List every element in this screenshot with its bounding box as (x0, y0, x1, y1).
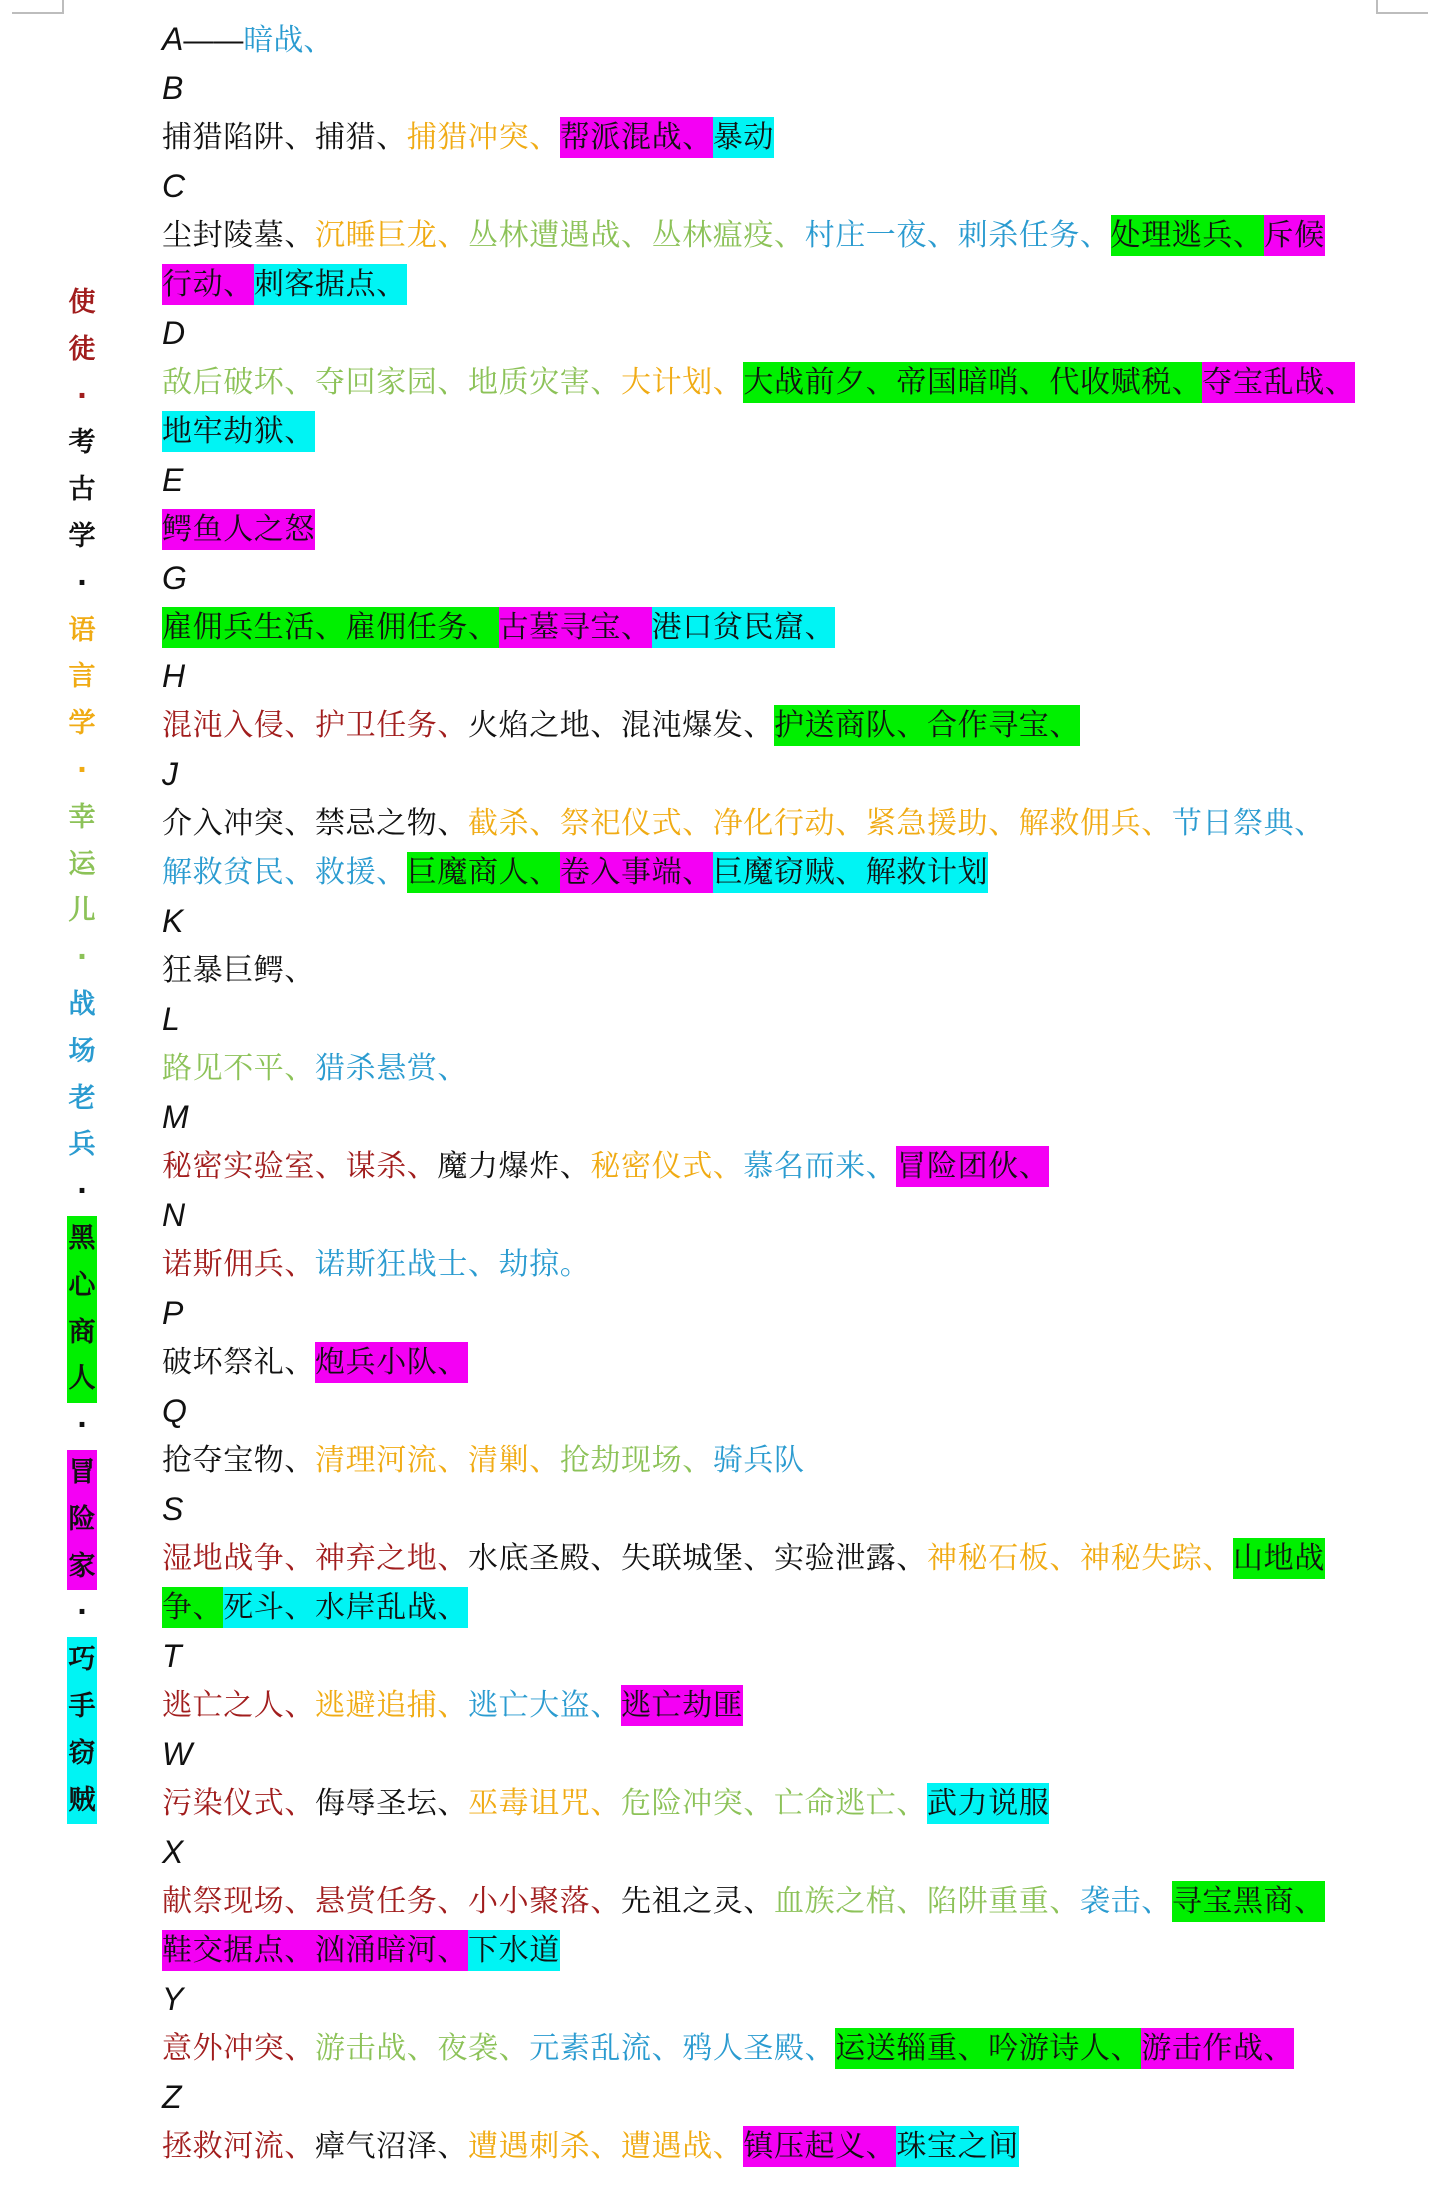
quest-entry: 元素乱流、 (529, 2031, 683, 2066)
quest-entry: 尘封陵墓、 (162, 218, 315, 253)
section-letter-text: Z (162, 2079, 182, 2115)
quest-entry: 诺斯佣兵、 (162, 1247, 315, 1282)
legend-char: 险 (67, 1497, 97, 1544)
legend-char: 战 (68, 988, 96, 1020)
quest-entry: 港口贫民窟、 (652, 607, 836, 648)
section-letter (162, 162, 1387, 211)
legend-char: 古 (68, 474, 96, 506)
quest-entry: 帮派混战、 (560, 117, 713, 158)
section-l (162, 995, 1387, 1093)
quest-entry: 处理逃兵、 (1111, 215, 1264, 256)
section-letter-text: L (162, 1001, 180, 1037)
quest-entry: 遭遇刺杀、 (468, 2129, 621, 2164)
entry-line (162, 1142, 1387, 1191)
quest-entry: 敌后破坏、 (162, 365, 315, 400)
quest-entry: 秘密仪式、 (590, 1149, 744, 1184)
quest-entry: 争、 (162, 1587, 223, 1628)
page-corner-mark-left (12, 0, 64, 14)
quest-entry: 祭祀仪式、 (559, 806, 713, 841)
quest-entry: 丛林瘟疫、 (651, 218, 805, 253)
section-letter (162, 15, 1387, 64)
quest-entry: 污染仪式、 (162, 1786, 315, 1821)
legend-separator: · (76, 1597, 88, 1629)
entry-line (162, 407, 1387, 456)
entry-line (162, 946, 1387, 995)
quest-entry: 谋杀、 (345, 1149, 438, 1184)
quest-entry: 截杀、 (468, 806, 560, 841)
section-m (162, 1093, 1387, 1191)
legend-char: 语 (68, 614, 96, 646)
section-letter (162, 897, 1387, 946)
entry-line (162, 1877, 1387, 1926)
quest-entry: 瘴气沼泽、 (315, 2129, 468, 2164)
entry-line (162, 1583, 1387, 1632)
quest-entry: 神秘石板、 (927, 1541, 1080, 1576)
entry-line (162, 1926, 1387, 1975)
quest-entry: 魔力爆炸、 (437, 1149, 591, 1184)
quest-entry: 运送辎重、 (835, 2028, 988, 2069)
entry-line (162, 603, 1387, 652)
section-letter (162, 1191, 1387, 1240)
section-letter-text: W (162, 1736, 193, 1772)
quest-entry: 汹涌暗河、 (315, 1930, 468, 1971)
legend-char: 兵 (68, 1129, 96, 1161)
quest-entry: 紧急援助、 (865, 806, 1019, 841)
section-letter (162, 995, 1387, 1044)
section-letter (162, 1485, 1387, 1534)
quest-entry: 逃亡之人、 (162, 1688, 315, 1723)
quest-entry: 抢夺宝物、 (162, 1443, 315, 1478)
section-a (162, 15, 1387, 64)
quest-entry: 拯救河流、 (162, 2129, 315, 2164)
quest-entry: 火焰之地、 (468, 708, 621, 743)
quest-entry: 悬赏任务、 (315, 1884, 468, 1919)
section-letter (162, 652, 1387, 701)
section-letter-text: A (162, 21, 184, 57)
section-letter-text: J (162, 756, 178, 792)
quest-entry: 炮兵小队、 (315, 1342, 468, 1383)
entry-line (162, 1240, 1387, 1289)
entry-line (162, 260, 1387, 309)
section-h (162, 652, 1387, 750)
legend-char: 黑 (67, 1216, 97, 1263)
section-letter-text: X (162, 1834, 184, 1870)
quest-entry: 合作寻宝、 (927, 705, 1080, 746)
section-j (162, 750, 1387, 897)
legend-char: 家 (67, 1544, 97, 1591)
quest-entry: 解救计划 (866, 852, 988, 893)
quest-entry: 骑兵队 (712, 1443, 805, 1478)
quest-entry: 巨魔窃贼、 (713, 852, 866, 893)
quest-entry: 路见不平、 (162, 1051, 315, 1086)
entry-line (162, 1338, 1387, 1387)
section-letter (162, 1632, 1387, 1681)
entry-line (162, 358, 1387, 407)
quest-entry: 湿地战争、 (162, 1541, 315, 1576)
quest-entry: 混沌爆发、 (621, 708, 774, 743)
section-w (162, 1730, 1387, 1828)
quest-entry: 斥候 (1264, 215, 1325, 256)
section-k (162, 897, 1387, 995)
quest-entry: 行动、 (162, 264, 254, 305)
entry-line (162, 1534, 1387, 1583)
quest-entry: 献祭现场、 (162, 1884, 315, 1919)
legend-char: 巧 (67, 1637, 97, 1684)
section-q (162, 1387, 1387, 1485)
section-b (162, 64, 1387, 162)
quest-entry: 夺回家园、 (315, 365, 468, 400)
quest-entry: 解救贫民、 (162, 855, 315, 890)
section-letter-text: H (162, 658, 186, 694)
quest-entry: 清剿、 (468, 1443, 560, 1478)
quest-entry: 劫掠。 (498, 1247, 591, 1282)
section-x (162, 1828, 1387, 1975)
legend-char: 贼 (67, 1778, 97, 1825)
quest-entry: 鞋交据点、 (162, 1930, 315, 1971)
entry-line (162, 848, 1387, 897)
quest-entry: 意外冲突、 (162, 2031, 315, 2066)
quest-entry: 吟游诗人、 (988, 2028, 1141, 2069)
legend-char: 学 (68, 520, 96, 552)
section-z (162, 2073, 1387, 2171)
quest-entry: 雇佣任务、 (346, 607, 499, 648)
section-letter (162, 2073, 1387, 2122)
entry-line (162, 2024, 1387, 2073)
quest-entry: 山地战 (1233, 1538, 1325, 1579)
quest-entry: 秘密实验室、 (162, 1149, 346, 1184)
quest-entry: 死斗、 (223, 1587, 315, 1628)
legend-separator: · (76, 1410, 88, 1442)
quest-entry: 护送商队、 (774, 705, 927, 746)
quest-entry: 猎杀悬赏、 (315, 1051, 468, 1086)
quest-entry: 帝国暗哨、 (896, 362, 1049, 403)
legend-separator: · (76, 754, 88, 786)
quest-entry: 寻宝黑商、 (1172, 1881, 1325, 1922)
quest-entry: 逃避追捕、 (315, 1688, 468, 1723)
entry-line (162, 1436, 1387, 1485)
section-letter (162, 1828, 1387, 1877)
quest-entry: 地牢劫狱、 (162, 411, 315, 452)
quest-entry: 诺斯狂战士、 (315, 1247, 499, 1282)
legend-char: 运 (68, 848, 96, 880)
quest-entry: 镇压起义、 (743, 2126, 896, 2167)
quest-entry: 冒险团伙、 (896, 1146, 1049, 1187)
quest-entry: 解救佣兵、 (1018, 806, 1172, 841)
quest-entry: 沉睡巨龙、 (315, 218, 468, 253)
quest-entry: 下水道 (468, 1930, 560, 1971)
legend-char: 考 (68, 427, 96, 459)
quest-entry: 混沌入侵、 (162, 708, 315, 743)
section-c (162, 162, 1387, 309)
section-g (162, 554, 1387, 652)
quest-entry: 袭击、 (1080, 1884, 1172, 1919)
section-letter-text: P (162, 1295, 184, 1331)
section-letter-text: M (162, 1099, 189, 1135)
quest-entry: 介入冲突、 (162, 806, 315, 841)
section-d (162, 309, 1387, 456)
quest-entry: 遭遇战、 (621, 2129, 744, 2164)
section-letter (162, 456, 1387, 505)
quest-entry: 净化行动、 (712, 806, 866, 841)
section-t (162, 1632, 1387, 1730)
quest-entry: 逃亡劫匪 (621, 1685, 743, 1726)
section-p (162, 1289, 1387, 1387)
section-letter (162, 554, 1387, 603)
section-letter (162, 750, 1387, 799)
section-letter-text: C (162, 168, 186, 204)
section-letter-text: S (162, 1491, 184, 1527)
quest-entry: 武力说服 (927, 1783, 1049, 1824)
quest-entry: 血族之棺、 (774, 1884, 927, 1919)
quest-entry: 丛林遭遇战、 (468, 218, 652, 253)
quest-entry: 捕猎、 (315, 120, 407, 155)
quest-entry: 刺客据点、 (254, 264, 407, 305)
legend-char: 儿 (68, 895, 96, 927)
legend-char: 学 (68, 708, 96, 740)
legend-separator: · (76, 380, 88, 412)
entry-line (162, 2122, 1387, 2171)
quest-entry: 危险冲突、 (621, 1786, 774, 1821)
quest-entry: 卷入事端、 (560, 852, 713, 893)
legend-separator: · (76, 942, 88, 974)
quest-entry: 亡命逃亡、 (774, 1786, 927, 1821)
legend-char: 幸 (68, 801, 96, 833)
legend-separator: · (76, 1176, 88, 1208)
quest-entry: 夜袭、 (437, 2031, 530, 2066)
legend-char: 心 (67, 1263, 97, 1310)
quest-entry: 神秘失踪、 (1080, 1541, 1233, 1576)
quest-entry: 失联城堡、 (621, 1541, 774, 1576)
entry-line (162, 701, 1387, 750)
quest-entry: 实验泄露、 (774, 1541, 927, 1576)
quest-entry: 节日祭典、 (1171, 806, 1325, 841)
legend-char: 窃 (67, 1731, 97, 1778)
legend-char: 商 (67, 1310, 97, 1357)
entry-line (162, 1681, 1387, 1730)
section-letter (162, 64, 1387, 113)
quest-entry: 刺杀任务、 (957, 218, 1111, 253)
page-corner-mark-right (1376, 0, 1428, 14)
quest-entry: 狂暴巨鳄、 (162, 953, 315, 988)
quest-entry: 代收赋税、 (1049, 362, 1202, 403)
section-s (162, 1485, 1387, 1632)
quest-entry: 古墓寻宝、 (499, 607, 652, 648)
entry-line (162, 1044, 1387, 1093)
quest-entry: 巨魔商人、 (407, 852, 560, 893)
quest-entry: 巫毒诅咒、 (468, 1786, 621, 1821)
quest-entry: 夺宝乱战、 (1202, 362, 1355, 403)
entry-line (162, 799, 1387, 848)
section-letter-text: B (162, 70, 184, 106)
quest-entry: 禁忌之物、 (315, 806, 468, 841)
section-e (162, 456, 1387, 554)
legend-char: 冒 (67, 1450, 97, 1497)
quest-entry: 小小聚落、 (468, 1884, 621, 1919)
quest-entry: 地质灾害、 (468, 365, 621, 400)
legend-char: 使 (68, 287, 96, 318)
entry-line (162, 211, 1387, 260)
quest-entry: 暴动 (713, 117, 774, 158)
quest-entry: 侮辱圣坛、 (315, 1786, 468, 1821)
section-letter-text: Y (162, 1981, 184, 2017)
quest-entry: 珠宝之间 (896, 2126, 1018, 2167)
legend-char: 场 (68, 1035, 96, 1067)
quest-entry: 暗战、 (243, 24, 334, 57)
quest-entry: 抢劫现场、 (559, 1443, 713, 1478)
quest-entry: 游击战、 (315, 2031, 438, 2066)
quest-entry: 先祖之灵、 (621, 1884, 774, 1919)
section-letter (162, 1975, 1387, 2024)
entry-line (162, 505, 1387, 554)
quest-entry: 捕猎陷阱、 (162, 120, 315, 155)
section-letter (162, 309, 1387, 358)
quest-index-list (162, 15, 1387, 2171)
quest-entry: 清理河流、 (315, 1443, 468, 1478)
section-letter-text: D (162, 315, 186, 351)
section-letter (162, 1093, 1387, 1142)
legend-char: 手 (67, 1684, 97, 1731)
quest-entry: 鳄鱼人之怒 (162, 509, 315, 550)
vertical-class-legend (66, 280, 98, 1824)
entry-line (162, 1779, 1387, 1828)
quest-entry: 游击作战、 (1141, 2028, 1294, 2069)
section-letter-text: N (162, 1197, 186, 1233)
section-letter-text: K (162, 903, 184, 939)
quest-entry: 救援、 (315, 855, 407, 890)
legend-char: 言 (68, 661, 96, 693)
quest-entry: 慕名而来、 (743, 1149, 897, 1184)
quest-entry: 水底圣殿、 (468, 1541, 621, 1576)
quest-entry: 鸦人圣殿、 (682, 2031, 836, 2066)
section-letter (162, 1387, 1387, 1436)
quest-entry: 村庄一夜、 (804, 218, 958, 253)
legend-char: 徒 (68, 333, 96, 365)
legend-char: 老 (68, 1082, 96, 1114)
section-n (162, 1191, 1387, 1289)
quest-entry: 神弃之地、 (315, 1541, 468, 1576)
section-letter-text: T (162, 1638, 182, 1674)
section-letter-text: Q (162, 1393, 187, 1429)
section-letter-text: E (162, 462, 184, 498)
section-y (162, 1975, 1387, 2073)
quest-entry: 护卫任务、 (315, 708, 468, 743)
section-letter (162, 1730, 1387, 1779)
section-letter-text: G (162, 560, 187, 596)
quest-entry: 雇佣兵生活、 (162, 607, 346, 648)
quest-entry: 陷阱重重、 (927, 1884, 1080, 1919)
quest-entry: 水岸乱战、 (315, 1587, 468, 1628)
legend-separator: · (76, 567, 88, 599)
quest-entry: 逃亡大盗、 (468, 1688, 621, 1723)
quest-entry: 大计划、 (621, 365, 744, 400)
legend-char: 人 (67, 1356, 97, 1403)
quest-entry: 大战前夕、 (743, 362, 896, 403)
quest-entry: 破坏祭礼、 (162, 1345, 315, 1380)
quest-entry: 捕猎冲突、 (406, 120, 560, 155)
dash-separator: —— (183, 24, 244, 57)
entry-line (162, 113, 1387, 162)
section-letter (162, 1289, 1387, 1338)
